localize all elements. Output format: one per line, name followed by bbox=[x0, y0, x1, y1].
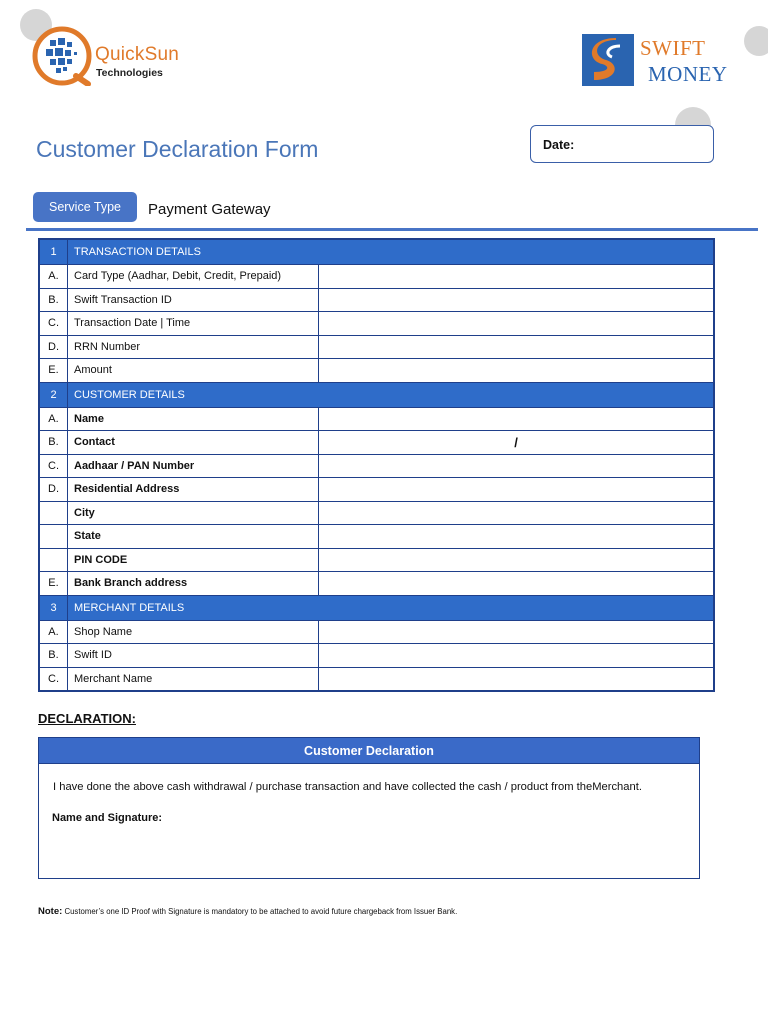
row-label: PIN CODE bbox=[68, 548, 319, 572]
date-field[interactable] bbox=[530, 125, 714, 163]
residential-address-input[interactable] bbox=[319, 478, 715, 502]
table-row bbox=[39, 525, 714, 549]
rrn-number-input[interactable] bbox=[319, 335, 715, 359]
details-table bbox=[38, 238, 715, 692]
row-label: Contact bbox=[68, 431, 319, 455]
note-text: Customer’s one ID Proof with Signature is mandatory to be attached to avoid future chargeback from Issuer Bank. bbox=[64, 907, 458, 916]
row-label: Aadhaar / PAN Number bbox=[68, 454, 319, 478]
table-row bbox=[39, 431, 714, 455]
row-label: City bbox=[68, 501, 319, 525]
table-row bbox=[39, 620, 714, 644]
section-number: 3 bbox=[39, 595, 68, 620]
swift-id-input[interactable] bbox=[319, 644, 715, 668]
table-row bbox=[39, 501, 714, 525]
transaction-date-input[interactable] bbox=[319, 312, 715, 336]
row-label: Name bbox=[68, 407, 319, 431]
section-title: MERCHANT DETAILS bbox=[68, 595, 715, 620]
contact-input[interactable]: / bbox=[319, 431, 715, 455]
table-row bbox=[39, 667, 714, 691]
row-index: A. bbox=[39, 407, 68, 431]
table-row bbox=[39, 407, 714, 431]
section-header-transaction bbox=[39, 239, 714, 265]
declaration-box bbox=[38, 737, 700, 879]
state-input[interactable] bbox=[319, 525, 715, 549]
row-index: C. bbox=[39, 454, 68, 478]
table-row bbox=[39, 572, 714, 596]
table-row bbox=[39, 335, 714, 359]
row-index: D. bbox=[39, 335, 68, 359]
table-row bbox=[39, 288, 714, 312]
row-label: RRN Number bbox=[68, 335, 319, 359]
quicksun-brand-name: QuickSun bbox=[95, 44, 179, 65]
row-label: State bbox=[68, 525, 319, 549]
row-index bbox=[39, 525, 68, 549]
row-label: Shop Name bbox=[68, 620, 319, 644]
row-index: B. bbox=[39, 431, 68, 455]
aadhaar-pan-input[interactable] bbox=[319, 454, 715, 478]
section-number: 1 bbox=[39, 239, 68, 265]
note-label: Note: bbox=[38, 906, 63, 917]
date-label: Date: bbox=[543, 138, 575, 152]
table-row bbox=[39, 548, 714, 572]
section-header-merchant bbox=[39, 595, 714, 620]
row-label: Residential Address bbox=[68, 478, 319, 502]
row-index: E. bbox=[39, 572, 68, 596]
row-index: C. bbox=[39, 667, 68, 691]
section-number: 2 bbox=[39, 382, 68, 407]
footer-note bbox=[38, 906, 457, 917]
table-row bbox=[39, 454, 714, 478]
city-input[interactable] bbox=[319, 501, 715, 525]
swift-transaction-id-input[interactable] bbox=[319, 288, 715, 312]
merchant-name-input[interactable] bbox=[319, 667, 715, 691]
card-type-input[interactable] bbox=[319, 265, 715, 289]
section-title: CUSTOMER DETAILS bbox=[68, 382, 715, 407]
service-type-button[interactable]: Service Type bbox=[33, 192, 137, 222]
swift-money-brand-line2: MONEY bbox=[648, 62, 728, 86]
swift-money-brand-line1: SWIFT bbox=[640, 36, 706, 60]
row-index bbox=[39, 548, 68, 572]
service-type-value: Payment Gateway bbox=[148, 201, 271, 218]
row-label: Amount bbox=[68, 359, 319, 383]
row-label: Transaction Date | Time bbox=[68, 312, 319, 336]
declaration-statement: I have done the above cash withdrawal / purchase transaction and have collected the cash / product from theMerchant. bbox=[53, 781, 642, 793]
table-row bbox=[39, 359, 714, 383]
shop-name-input[interactable] bbox=[319, 620, 715, 644]
section-title: TRANSACTION DETAILS bbox=[68, 239, 715, 265]
row-index: B. bbox=[39, 288, 68, 312]
header-divider bbox=[26, 228, 758, 231]
table-row bbox=[39, 312, 714, 336]
quicksun-brand-subtitle: Technologies bbox=[96, 67, 163, 79]
row-index bbox=[39, 501, 68, 525]
pin-code-input[interactable] bbox=[319, 548, 715, 572]
page-title: Customer Declaration Form bbox=[36, 136, 319, 162]
row-index: D. bbox=[39, 478, 68, 502]
row-label: Merchant Name bbox=[68, 667, 319, 691]
table-row bbox=[39, 644, 714, 668]
amount-input[interactable] bbox=[319, 359, 715, 383]
signature-label: Name and Signature: bbox=[52, 812, 163, 824]
row-label: Swift Transaction ID bbox=[68, 288, 319, 312]
declaration-box-title: Customer Declaration bbox=[39, 738, 699, 764]
row-label: Bank Branch address bbox=[68, 572, 319, 596]
declaration-heading: DECLARATION: bbox=[38, 711, 136, 726]
row-index: A. bbox=[39, 620, 68, 644]
name-input[interactable] bbox=[319, 407, 715, 431]
row-label: Swift ID bbox=[68, 644, 319, 668]
decor-circle bbox=[744, 26, 768, 56]
section-header-customer bbox=[39, 382, 714, 407]
bank-branch-input[interactable] bbox=[319, 572, 715, 596]
row-index: C. bbox=[39, 312, 68, 336]
row-index: E. bbox=[39, 359, 68, 383]
row-label: Card Type (Aadhar, Debit, Credit, Prepaid) bbox=[68, 265, 319, 289]
table-row bbox=[39, 478, 714, 502]
row-index: A. bbox=[39, 265, 68, 289]
row-index: B. bbox=[39, 644, 68, 668]
table-row bbox=[39, 265, 714, 289]
